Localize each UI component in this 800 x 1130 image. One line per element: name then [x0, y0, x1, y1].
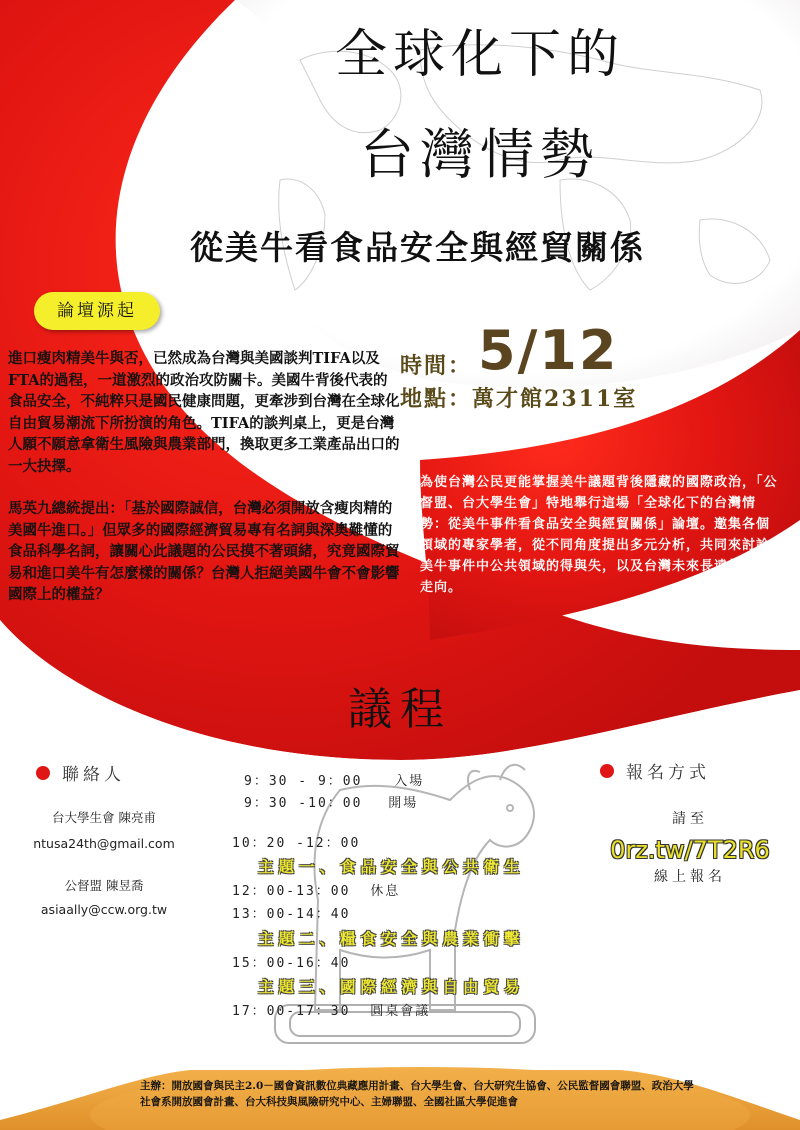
place-label: 地點： — [400, 386, 473, 412]
forum-description: 為使台灣公民更能掌握美牛議題背後隱藏的國際政治，「公督盟、台大學生會」特地舉行這場「全球化下的台灣情勢：從美牛事件看食品安全與經貿關係」論壇。邀集各個領域的專家學者，從不同角度提出多元分析，共同來討論美牛事件中公共領域的得與失，以及台灣未來長遠的經貿走向。 — [420, 475, 778, 595]
agenda-label: 圓桌會議 — [370, 1004, 431, 1019]
agenda-time: 9：30 -10：00 — [244, 796, 363, 811]
signup-heading-label: 報名方式 — [626, 763, 710, 783]
bullet-dot-icon — [36, 766, 50, 780]
contact-person-1: 台大學生會 陳亮甫 — [52, 810, 156, 825]
agenda-time: 12：00-13：00 — [232, 884, 351, 899]
contact-heading-label: 聯絡人 — [62, 765, 125, 785]
event-info — [400, 319, 790, 413]
subtitle: 從美牛看食品安全與經貿關係 — [190, 228, 645, 267]
signup-url-link[interactable]: 0rz.tw/7T2R6 — [610, 836, 770, 864]
contact-heading — [36, 760, 125, 785]
time-label: 時間： — [400, 353, 473, 379]
contact-email-1[interactable]: ntusa24th@gmail.com — [33, 836, 175, 851]
agenda-theme-3: 主題三、國際經濟與自由貿易 — [258, 977, 525, 996]
agenda-label: 休息 — [370, 884, 401, 899]
origin-badge: 論壇源起 — [34, 292, 160, 330]
agenda-row — [232, 903, 350, 922]
signup-line-1: 請至 — [672, 811, 708, 827]
agenda-label: 入場 — [394, 774, 425, 789]
intro-text — [8, 348, 400, 627]
contact-person-2: 公督盟 陳昱喬 — [64, 878, 144, 893]
agenda-row — [244, 770, 424, 789]
agenda-time: 17：00-17：30 — [232, 1004, 351, 1019]
agenda-time: 9：30 - 9：00 — [244, 774, 363, 789]
agenda-row — [244, 792, 418, 811]
agenda-time: 13：00-14：40 — [232, 907, 351, 922]
agenda-row — [232, 1000, 430, 1019]
time-row — [400, 319, 790, 382]
organizers-footer: 主辦：開放國會與民主2.0－國會資訊數位典藏應用計畫、台大學生會、台大研究生協會、公民監督國會聯盟、政治大學社會系開放國會計畫、台大科技與風險研究中心、主婦聯盟、全國社區大學促進會 — [140, 1080, 694, 1108]
agenda-theme-2: 主題二、糧食安全與農業衝擊 — [258, 929, 525, 948]
agenda-row — [232, 952, 350, 971]
agenda-time: 10：20 -12：00 — [232, 836, 361, 851]
agenda-title: 議程 — [348, 684, 452, 735]
agenda-label: 開場 — [388, 796, 419, 811]
title-line-2: 台灣情勢 — [360, 123, 600, 186]
bullet-dot-icon — [600, 764, 614, 778]
agenda-row — [232, 880, 400, 899]
place-value: 萬才館2311室 — [472, 386, 638, 412]
intro-paragraph-2: 馬英九總統提出：「基於國際誠信，台灣必須開放含瘦肉精的美國牛進口。」但眾多的國際經濟貿易專有名詞與深奧難懂的食品科學名詞，讓關心此議題的公民摸不著頭緒，究竟國際貿易和進口美牛有怎麼樣的關係？台灣人拒絕美國牛會不會影響國際上的權益？ — [8, 500, 400, 603]
contact-email-2[interactable]: asiaally@ccw.org.tw — [40, 902, 168, 917]
place-row — [400, 382, 790, 413]
signup-heading — [600, 758, 710, 783]
agenda-time: 15：00-16：40 — [232, 956, 351, 971]
signup-info — [590, 808, 790, 886]
agenda-theme-1: 主題一、食品安全與公共衛生 — [258, 857, 525, 876]
intro-paragraph-1: 進口瘦肉精美牛與否，已然成為台灣與美國談判TIFA以及FTA的過程，一道激烈的政治攻防關卡。美國牛背後代表的食品安全，不純粹只是國民健康問題，更牽涉到台灣在全球化自由貿易潮流下所扮演的角色。TIFA的談判桌上，更是台灣人願不願意拿衛生風險與農業部門，換取更多工業產品出口的一大抉擇。 — [8, 350, 400, 475]
signup-line-2: 線上報名 — [654, 869, 726, 885]
contact-info — [6, 808, 202, 920]
time-value: 5/12 — [478, 319, 619, 382]
title-line-1: 全球化下的 — [334, 25, 625, 85]
agenda-row — [232, 832, 360, 851]
